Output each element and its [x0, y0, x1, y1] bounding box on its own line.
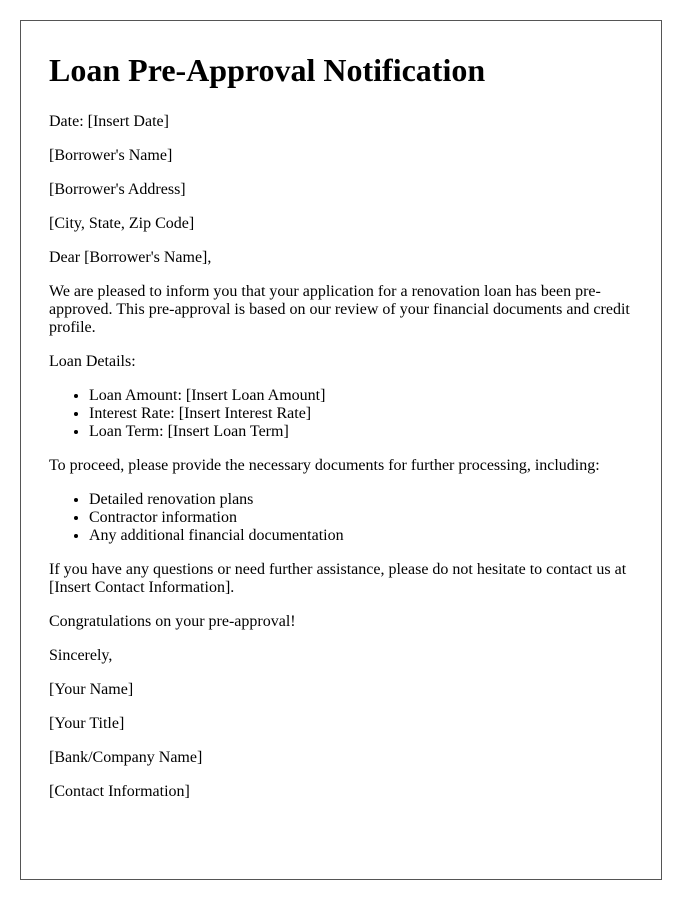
signature-name: [Your Name]	[49, 681, 134, 698]
recipient-address: [Borrower's Address]	[49, 181, 186, 198]
loan-amount-item: • Loan Amount: [Insert Loan Amount]	[89, 387, 633, 405]
signature-title: [Your Title]	[49, 715, 125, 732]
loan-details-heading: Loan Details:	[49, 353, 136, 370]
signature-contact: [Contact Information]	[49, 783, 190, 800]
documents-heading: To proceed, please provide the necessary documents for further processing, including:	[49, 457, 600, 474]
intro-paragraph: We are pleased to inform you that your application for a renovation loan has been pre-approved. This pre-approval is based on our review of your financial documents and credit profile.	[49, 283, 630, 336]
signature-company: [Bank/Company Name]	[49, 749, 203, 766]
documents-list	[49, 491, 633, 545]
closing-line: Sincerely,	[49, 647, 113, 664]
date-line: Date: [Insert Date]	[49, 113, 169, 130]
letter-title: Loan Pre-Approval Notification	[49, 52, 486, 88]
letter-page	[20, 20, 662, 880]
document-item: • Detailed renovation plans	[89, 491, 633, 509]
salutation: Dear [Borrower's Name],	[49, 249, 212, 266]
loan-term-item: • Loan Term: [Insert Loan Term]	[89, 423, 633, 441]
recipient-city-state-zip: [City, State, Zip Code]	[49, 215, 195, 232]
contact-paragraph: If you have any questions or need further assistance, please do not hesitate to contact us at [Insert Contact Information].	[49, 561, 627, 596]
recipient-name: [Borrower's Name]	[49, 147, 173, 164]
interest-rate-item: • Interest Rate: [Insert Interest Rate]	[89, 405, 633, 423]
document-item: • Any additional financial documentation	[89, 527, 633, 545]
document-item: • Contractor information	[89, 509, 633, 527]
loan-details-list	[49, 387, 633, 441]
congratulations-line: Congratulations on your pre-approval!	[49, 613, 296, 630]
